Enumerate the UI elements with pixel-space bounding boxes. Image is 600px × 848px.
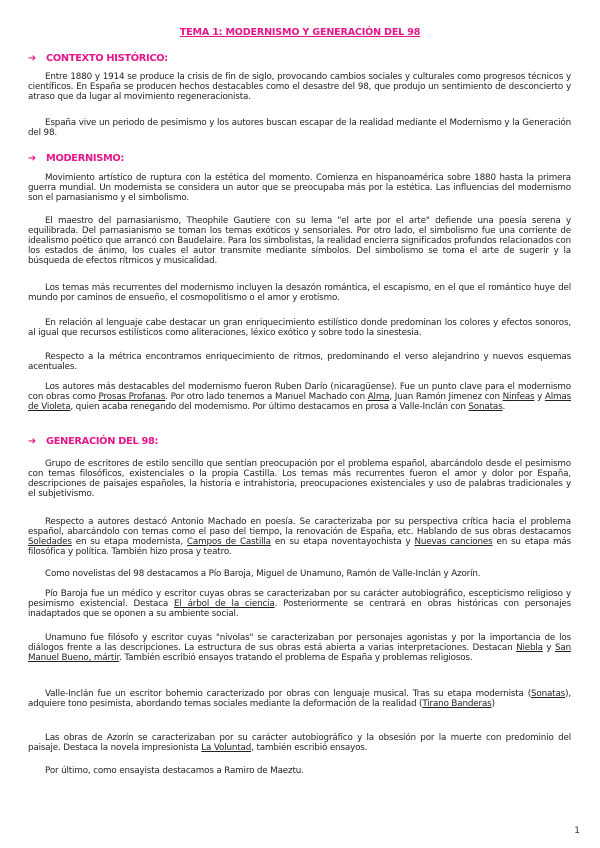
heading-label: CONTEXTO HISTÓRICO: bbox=[46, 53, 168, 64]
work-title: Niebla bbox=[516, 643, 543, 654]
work-title: Almas de Violeta bbox=[28, 392, 571, 413]
paragraph bbox=[28, 382, 571, 412]
arrow-icon: ➔ bbox=[28, 153, 36, 164]
arrow-icon: ➔ bbox=[28, 53, 36, 64]
text: en su etapa más filosófica y política. También hizo prosa y teatro. bbox=[28, 537, 572, 558]
text: , también escribió ensayos. bbox=[251, 743, 368, 754]
text: , quien acaba renegando del modernismo. Por último destacamos en prosa a Valle-Inclán con bbox=[70, 402, 469, 413]
paragraph: Como novelistas del 98 destacamos a Pío Baroja, Miguel de Unamuno, Ramón de Valle-Inclán y Azorín. bbox=[45, 569, 481, 579]
paragraph: El maestro del parnasianismo, Theophile Gautiere con su lema "el arte por el arte" defiende una poesía serena y equilibrada. Del parnasianismo se toman los temas exóticos y sensoriales. Por otro lado, el simbolismo fue una corriente de idealismo poético que arrancó con Baudelaire. Para los simbolistas, la realidad encierra significados profundos relacionados con los estados de ánimo, los cuales el autor transmite mediante símbolos. Del simbolismo se toma el arte de sugerir y la búsqueda de efectos rítmicos y musicalidad. bbox=[28, 216, 571, 267]
work-title: Alma bbox=[367, 392, 390, 403]
text: Pío Baroja fue un médico y escritor cuyas obras se caracterizaban por su carácter autobiográfico, escepticismo religioso y pesimismo existencial. Destaca bbox=[28, 589, 571, 610]
work-title: La Voluntad bbox=[201, 743, 252, 754]
heading-modernismo bbox=[28, 153, 124, 164]
work-title: Soledades bbox=[28, 537, 72, 548]
heading-contexto-historico bbox=[28, 53, 168, 64]
page-number: 1 bbox=[574, 826, 580, 836]
paragraph: En relación al lenguaje cabe destacar un gran enriquecimiento estilístico donde predominan los colores y efectos sonoros, al igual que recursos estilísticos como aliteraciones, léxico exótico y sobre todo la sinestesia. bbox=[28, 318, 571, 339]
work-title: San Manuel Bueno, mártir bbox=[28, 643, 571, 664]
text: ), adquiere tono pesimista, abordando temas sociales mediante la deformación de la realidad ( bbox=[28, 689, 571, 710]
text: en su etapa noventayochista y bbox=[270, 537, 415, 548]
work-title: Campos de Castilla bbox=[186, 537, 271, 548]
heading-label: GENERACIÓN DEL 98: bbox=[46, 436, 159, 447]
paragraph bbox=[28, 517, 571, 557]
heading-generacion-98 bbox=[28, 436, 158, 447]
text: y bbox=[542, 643, 555, 654]
paragraph: Los temas más recurrentes del modernismo incluyen la desazón romántica, el escapismo, en el que el romántico huye del mundo por caminos de ensueño, el cosmopolitismo o el amor y erotismo. bbox=[28, 283, 571, 304]
work-title: Prosas Profanas bbox=[98, 392, 166, 403]
text: en su etapa modernista, bbox=[71, 537, 187, 548]
paragraph: Respecto a la métrica encontramos enriquecimiento de ritmos, predominando el verso alejandrino y nuevos esquemas acentuales. bbox=[28, 352, 571, 373]
paragraph bbox=[28, 589, 571, 619]
heading-label: MODERNISMO: bbox=[46, 153, 125, 164]
paragraph: Entre 1880 y 1914 se produce la crisis de fin de siglo, provocando cambios sociales y culturales como progresos técnicos y científicos. En España se producen hechos destacables como el desastre del 98, que produjo un sentimiento de desconcierto y atraso que da lugar al movimiento regeneracionista. bbox=[28, 72, 571, 103]
text: . Por otro lado tenemos a Manuel Machado con bbox=[165, 392, 368, 403]
text: . También escribió ensayos tratando el problema de España y problemas religiosos. bbox=[119, 653, 473, 664]
arrow-icon: ➔ bbox=[28, 436, 36, 447]
text: Las obras de Azorín se caracterizaban por su carácter autobiográfico y la obsesión por la muerte con predominio del paisaje. Destaca la novela impresionista bbox=[28, 733, 571, 754]
text: Los autores más destacables del modernismo fueron Ruben Darío (nicaragüense). Fue un punto clave para el modernismo con obras como bbox=[28, 382, 571, 403]
text: Valle-Inclán fue un escritor bohemio caracterizado por obras con lenguaje musical. Tras su etapa modernista ( bbox=[45, 689, 531, 699]
text: , Juan Ramón Jimenez con bbox=[389, 392, 503, 403]
work-title: El árbol de la ciencia bbox=[174, 599, 275, 610]
paragraph: Grupo de escritores de estilo sencillo que sentían preocupación por el problema español, abarcándolo desde el pesimismo con temas filosóficos, existenciales o la propia Castilla. Los temas más recurrentes fueron el amor y dolor por España, descripciones de paisajes españoles, la historia e intrahistoria, preocupaciones existenciales y uso de palabras tradicionales y el subjetivismo. bbox=[28, 459, 571, 500]
work-title: Nuevas canciones bbox=[414, 537, 493, 548]
work-title: Sonatas bbox=[468, 402, 503, 413]
page-title: TEMA 1: MODERNISMO Y GENERACIÓN DEL 98 bbox=[179, 27, 421, 38]
text: ) bbox=[491, 699, 495, 710]
work-title: Ninfeas bbox=[502, 392, 535, 403]
paragraph: Por último, como ensayista destacamos a Ramiro de Maeztu. bbox=[45, 766, 304, 776]
work-title: Tirano Banderas bbox=[422, 699, 492, 710]
text: Unamuno fue filósofo y escritor cuyas "nivolas" se caracterizaban por personajes agonistas y por la importancia de los diálogos frente a las descripciones. La estructura de sus obras está abierta a varias interpretaciones. Destacan bbox=[28, 633, 571, 654]
paragraph bbox=[28, 633, 571, 663]
text: . Posteriormente se centrará en obras históricas con personajes inadaptados que se oponen a su ambiente social. bbox=[28, 599, 571, 620]
work-title: Sonatas bbox=[530, 689, 566, 699]
paragraph bbox=[28, 689, 571, 709]
text: y bbox=[534, 392, 545, 403]
paragraph bbox=[28, 733, 571, 753]
paragraph: Movimiento artístico de ruptura con la estética del momento. Comienza en hispanoamérica sobre 1880 hasta la primera guerra mundial. Un modernista se considera un autor que se preocupaba más por la estética. Las influencias del modernismo son el parnasianismo y el simbolismo. bbox=[28, 173, 571, 204]
text: Respecto a autores destacó Antonio Machado en poesía. Se caracterizaba por su perspectiva crítica hacia el problema español, abarcándolo con temas como el paso del tiempo, la renovación de España, etc. Hablando de sus obras destacamos bbox=[28, 517, 571, 538]
paragraph: España vive un periodo de pesimismo y los autores buscan escapar de la realidad mediante el Modernismo y la Generación del 98. bbox=[28, 118, 571, 139]
text: . bbox=[502, 402, 506, 413]
